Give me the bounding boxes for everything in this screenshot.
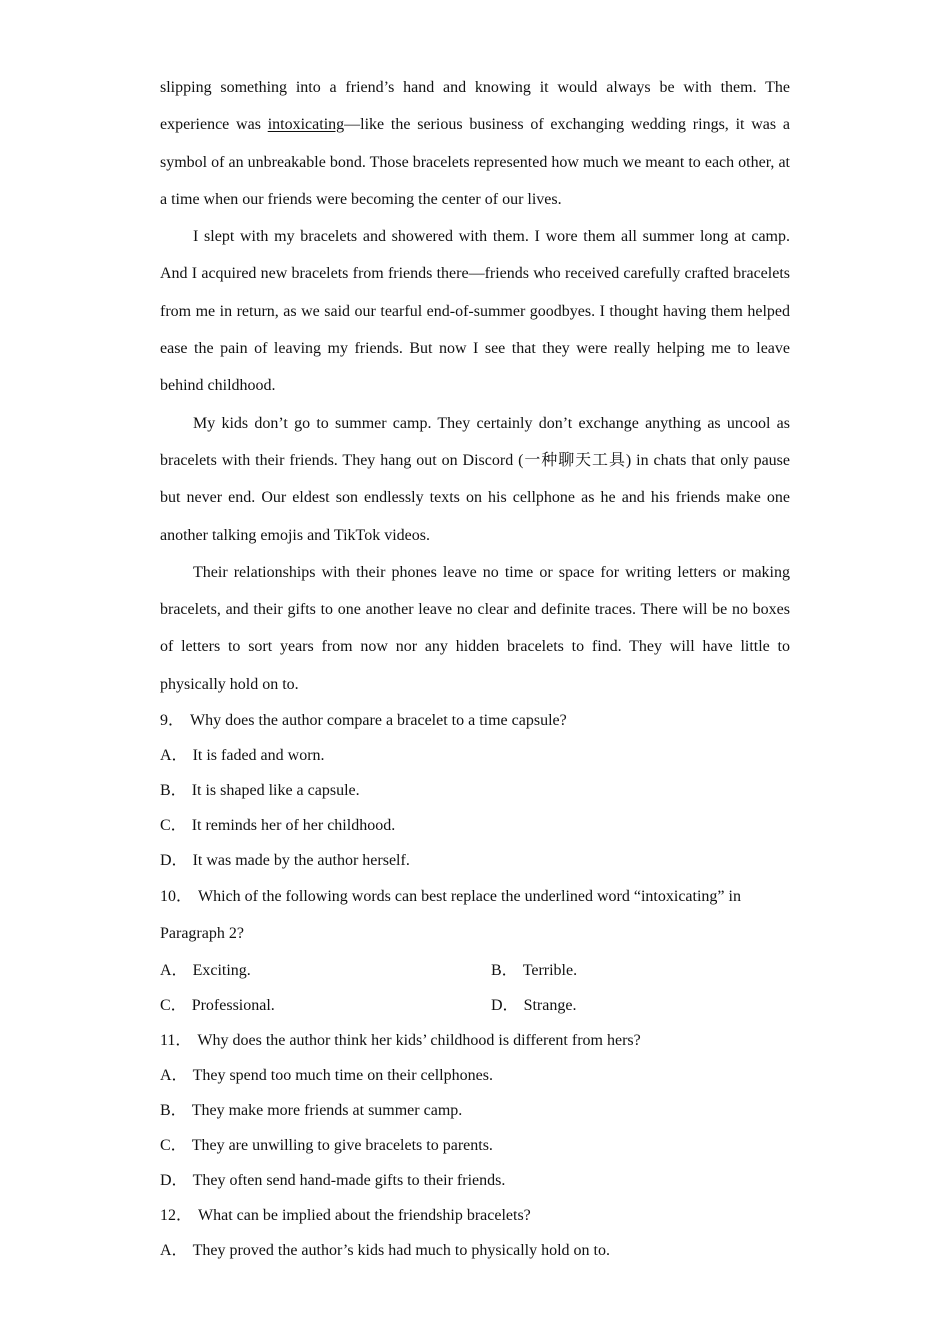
options-row-1 [160, 953, 790, 988]
option-text: They often send hand-made gifts to their friends. [192, 1171, 506, 1189]
passage-paragraph-3: I slept with my bracelets and showered with them. I wore them all summer long at camp. And I acquired new bracelets from friends there—friends who received carefully crafted bracelets from me in return, as we said our tearful end-of-summer goodbyes. I thought having them helped ease the pain of leaving my friends. But now I see that they were really helping me to leave behind childhood. [160, 228, 790, 395]
question-text: What can be implied about the friendship bracelets? [198, 1206, 531, 1224]
option-text: They proved the author’s kids had much to physically hold on to. [192, 1241, 610, 1259]
option-label: D． [160, 1171, 188, 1189]
question-9 [160, 703, 790, 878]
option-text: Terrible. [522, 961, 578, 979]
question-12 [160, 1198, 790, 1268]
option-label: D． [160, 852, 188, 870]
option-b [160, 1093, 790, 1128]
option-label: B． [160, 1101, 187, 1119]
option-text: It is faded and worn. [192, 747, 325, 765]
option-text: It is shaped like a capsule. [191, 782, 360, 800]
option-d [491, 988, 576, 1023]
option-text: Strange. [523, 996, 577, 1014]
option-text: Exciting. [192, 961, 251, 979]
option-label: A． [160, 1066, 188, 1084]
option-a [160, 738, 790, 773]
question-text: Why does the author compare a bracelet to a time capsule? [190, 712, 567, 730]
option-text: It reminds her of her childhood. [191, 817, 396, 835]
passage-paragraph-2-continued [160, 69, 790, 218]
question-text: Why does the author think her kids’ childhood is different from hers? [197, 1031, 641, 1049]
option-label: C． [160, 817, 187, 835]
option-text: They make more friends at summer camp. [191, 1101, 463, 1119]
passage-paragraph-5: Their relationships with their phones leave no time or space for writing letters or making bracelets, and their gifts to one another leave no clear and definite traces. There will be no boxes of letters to sort years from now nor any hidden bracelets to find. They will have little to physically hold on to. [160, 563, 790, 693]
option-text: It was made by the author herself. [192, 852, 410, 870]
option-d [160, 843, 790, 878]
option-label: C． [160, 1136, 187, 1154]
option-a [160, 1058, 790, 1093]
underlined-word-intoxicating: intoxicating [267, 116, 345, 134]
option-label: B． [491, 961, 518, 979]
question-stem [160, 1198, 790, 1233]
question-11 [160, 1023, 790, 1198]
option-b [491, 953, 577, 988]
option-text: They are unwilling to give bracelets to parents. [191, 1136, 493, 1154]
question-number: 12． [160, 1206, 193, 1224]
option-b [160, 773, 790, 808]
question-number: 9． [160, 712, 185, 730]
option-c [160, 1128, 790, 1163]
option-label: A． [160, 961, 188, 979]
question-number: 10． [160, 888, 193, 906]
paragraph-text: slipping something into a friend’s hand and knowing it would always be with them. The experience was [160, 79, 790, 134]
document-page [160, 69, 790, 1268]
option-label: C． [160, 996, 187, 1014]
question-stem [160, 703, 790, 738]
option-label: A． [160, 747, 188, 765]
option-label: A． [160, 1241, 188, 1259]
paragraph-text: —like the serious business of exchanging wedding rings, it was a symbol of an unbreakable bond. Those bracelets represented how much we meant to each other, at a time when our friends were becoming the center of our lives. [160, 116, 790, 208]
option-text: They spend too much time on their cellphones. [192, 1066, 493, 1084]
option-c [160, 808, 790, 843]
option-label: B． [160, 782, 187, 800]
option-c [160, 988, 491, 1023]
option-a [160, 1233, 790, 1268]
option-d [160, 1163, 790, 1198]
options-row-2 [160, 988, 790, 1023]
option-text: Professional. [191, 996, 275, 1014]
option-a [160, 953, 491, 988]
question-stem [160, 878, 790, 953]
question-stem [160, 1023, 790, 1058]
question-number: 11． [160, 1031, 192, 1049]
question-10 [160, 878, 790, 1023]
question-text: Which of the following words can best replace the underlined word “intoxicating” in Paragraph 2? [160, 888, 741, 943]
option-label: D． [491, 996, 519, 1014]
passage-paragraph-4: My kids don’t go to summer camp. They certainly don’t exchange anything as uncool as bracelets with their friends. They hang out on Discord (一种聊天工具) in chats that only pause but never end. Our eldest son endlessly texts on his cellphone as he and his friends make one another talking emojis and TikTok videos. [160, 414, 790, 544]
